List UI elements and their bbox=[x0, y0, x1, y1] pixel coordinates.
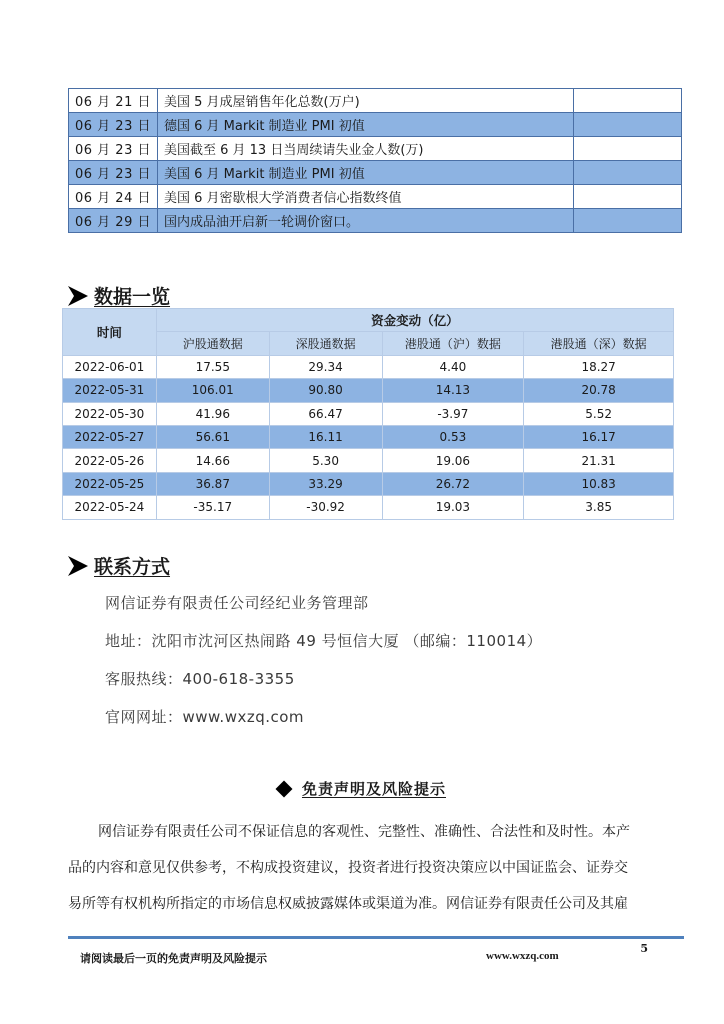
event-row bbox=[69, 161, 682, 185]
event-row bbox=[69, 137, 682, 161]
event-date: 06 月 23 日 bbox=[69, 161, 158, 185]
footer-note: 请阅读最后一页的免责声明及风险提示 bbox=[80, 952, 267, 965]
row-date: 2022-05-27 bbox=[63, 425, 157, 448]
table-row bbox=[63, 402, 674, 425]
event-note bbox=[573, 113, 681, 137]
table-cell: 41.96 bbox=[156, 402, 269, 425]
event-date: 06 月 23 日 bbox=[69, 137, 158, 161]
event-description: 美国截至 6 月 13 日当周续请失业金人数(万) bbox=[157, 137, 573, 161]
event-date: 06 月 21 日 bbox=[69, 89, 158, 113]
table-cell: 19.06 bbox=[382, 449, 524, 472]
table-cell: 17.55 bbox=[156, 355, 269, 378]
footer-rule bbox=[68, 936, 684, 939]
table-cell: 29.34 bbox=[269, 355, 382, 378]
table-cell: 0.53 bbox=[382, 425, 524, 448]
fund-change-group-header: 资金变动（亿） bbox=[156, 309, 673, 332]
event-note bbox=[573, 185, 681, 209]
event-date: 06 月 23 日 bbox=[69, 113, 158, 137]
table-row bbox=[63, 379, 674, 402]
disclaimer-heading bbox=[0, 778, 724, 799]
table-cell: -30.92 bbox=[269, 496, 382, 519]
event-description: 美国 5 月成屋销售年化总数(万户) bbox=[157, 89, 573, 113]
event-row bbox=[69, 209, 682, 233]
event-description: 美国 6 月 Markit 制造业 PMI 初值 bbox=[157, 161, 573, 185]
event-description: 国内成品油开启新一轮调价窗口。 bbox=[157, 209, 573, 233]
row-date: 2022-05-25 bbox=[63, 472, 157, 495]
page-number: 5 bbox=[640, 942, 648, 955]
table-cell: 26.72 bbox=[382, 472, 524, 495]
table-cell: 20.78 bbox=[524, 379, 674, 402]
table-cell: 36.87 bbox=[156, 472, 269, 495]
table-cell: 14.66 bbox=[156, 449, 269, 472]
event-date: 06 月 29 日 bbox=[69, 209, 158, 233]
event-row bbox=[69, 89, 682, 113]
contact-section-heading bbox=[66, 552, 170, 579]
table-cell: 3.85 bbox=[524, 496, 674, 519]
table-cell: 106.01 bbox=[156, 379, 269, 402]
table-cell: 16.17 bbox=[524, 425, 674, 448]
column-header: 深股通数据 bbox=[269, 332, 382, 355]
disclaimer-line: 易所等有权机构所指定的市场信息权威披露媒体或渠道为准。网信证券有限责任公司及其雇 bbox=[68, 896, 628, 912]
table-cell: 5.30 bbox=[269, 449, 382, 472]
row-date: 2022-05-26 bbox=[63, 449, 157, 472]
table-cell: 66.47 bbox=[269, 402, 382, 425]
event-row bbox=[69, 113, 682, 137]
table-cell: 18.27 bbox=[524, 355, 674, 378]
footer-url[interactable]: www.wxzq.com bbox=[486, 950, 559, 962]
table-cell: 14.13 bbox=[382, 379, 524, 402]
event-note bbox=[573, 209, 681, 233]
arrow-bullet-icon bbox=[66, 284, 90, 308]
table-row bbox=[63, 472, 674, 495]
event-description: 德国 6 月 Markit 制造业 PMI 初值 bbox=[157, 113, 573, 137]
event-description: 美国 6 月密歇根大学消费者信心指数终值 bbox=[157, 185, 573, 209]
contact-address: 地址：沈阳市沈河区热闹路 49 号恒信大厦 （邮编：110014） bbox=[105, 632, 543, 650]
table-row bbox=[63, 496, 674, 519]
table-cell: 33.29 bbox=[269, 472, 382, 495]
row-date: 2022-05-24 bbox=[63, 496, 157, 519]
event-note bbox=[573, 161, 681, 185]
table-row bbox=[63, 449, 674, 472]
column-header: 港股通（深）数据 bbox=[524, 332, 674, 355]
table-cell: 56.61 bbox=[156, 425, 269, 448]
fund-flow-table bbox=[62, 308, 674, 520]
event-row bbox=[69, 185, 682, 209]
contact-section-title: 联系方式 bbox=[94, 556, 171, 578]
contact-hotline: 客服热线：400-618-3355 bbox=[105, 670, 295, 688]
column-header: 港股通（沪）数据 bbox=[382, 332, 524, 355]
table-cell: 90.80 bbox=[269, 379, 382, 402]
disclaimer-title: 免责声明及风险提示 bbox=[301, 780, 446, 798]
table-cell: 16.11 bbox=[269, 425, 382, 448]
table-cell: 19.03 bbox=[382, 496, 524, 519]
table-cell: 5.52 bbox=[524, 402, 674, 425]
table-cell: -35.17 bbox=[156, 496, 269, 519]
row-date: 2022-05-31 bbox=[63, 379, 157, 402]
table-cell: -3.97 bbox=[382, 402, 524, 425]
table-cell: 10.83 bbox=[524, 472, 674, 495]
disclaimer-line: 品的内容和意见仅供参考，不构成投资建议，投资者进行投资决策应以中国证监会、证券交 bbox=[68, 860, 628, 876]
time-column-header: 时间 bbox=[63, 309, 157, 356]
contact-company: 网信证券有限责任公司经纪业务管理部 bbox=[105, 594, 369, 612]
table-row bbox=[63, 355, 674, 378]
event-date: 06 月 24 日 bbox=[69, 185, 158, 209]
data-section-title: 数据一览 bbox=[94, 286, 171, 308]
disclaimer-line: 网信证券有限责任公司不保证信息的客观性、完整性、准确性、合法性和及时性。本产 bbox=[98, 824, 630, 840]
column-header: 沪股通数据 bbox=[156, 332, 269, 355]
event-note bbox=[573, 89, 681, 113]
diamond-bullet-icon bbox=[275, 780, 292, 797]
arrow-bullet-icon bbox=[66, 554, 90, 578]
row-date: 2022-05-30 bbox=[63, 402, 157, 425]
event-note bbox=[573, 137, 681, 161]
table-row bbox=[63, 425, 674, 448]
contact-website[interactable]: 官网网址：www.wxzq.com bbox=[105, 708, 305, 726]
data-section-heading bbox=[66, 282, 170, 309]
row-date: 2022-06-01 bbox=[63, 355, 157, 378]
table-cell: 21.31 bbox=[524, 449, 674, 472]
table-cell: 4.40 bbox=[382, 355, 524, 378]
event-calendar-table bbox=[68, 88, 682, 233]
